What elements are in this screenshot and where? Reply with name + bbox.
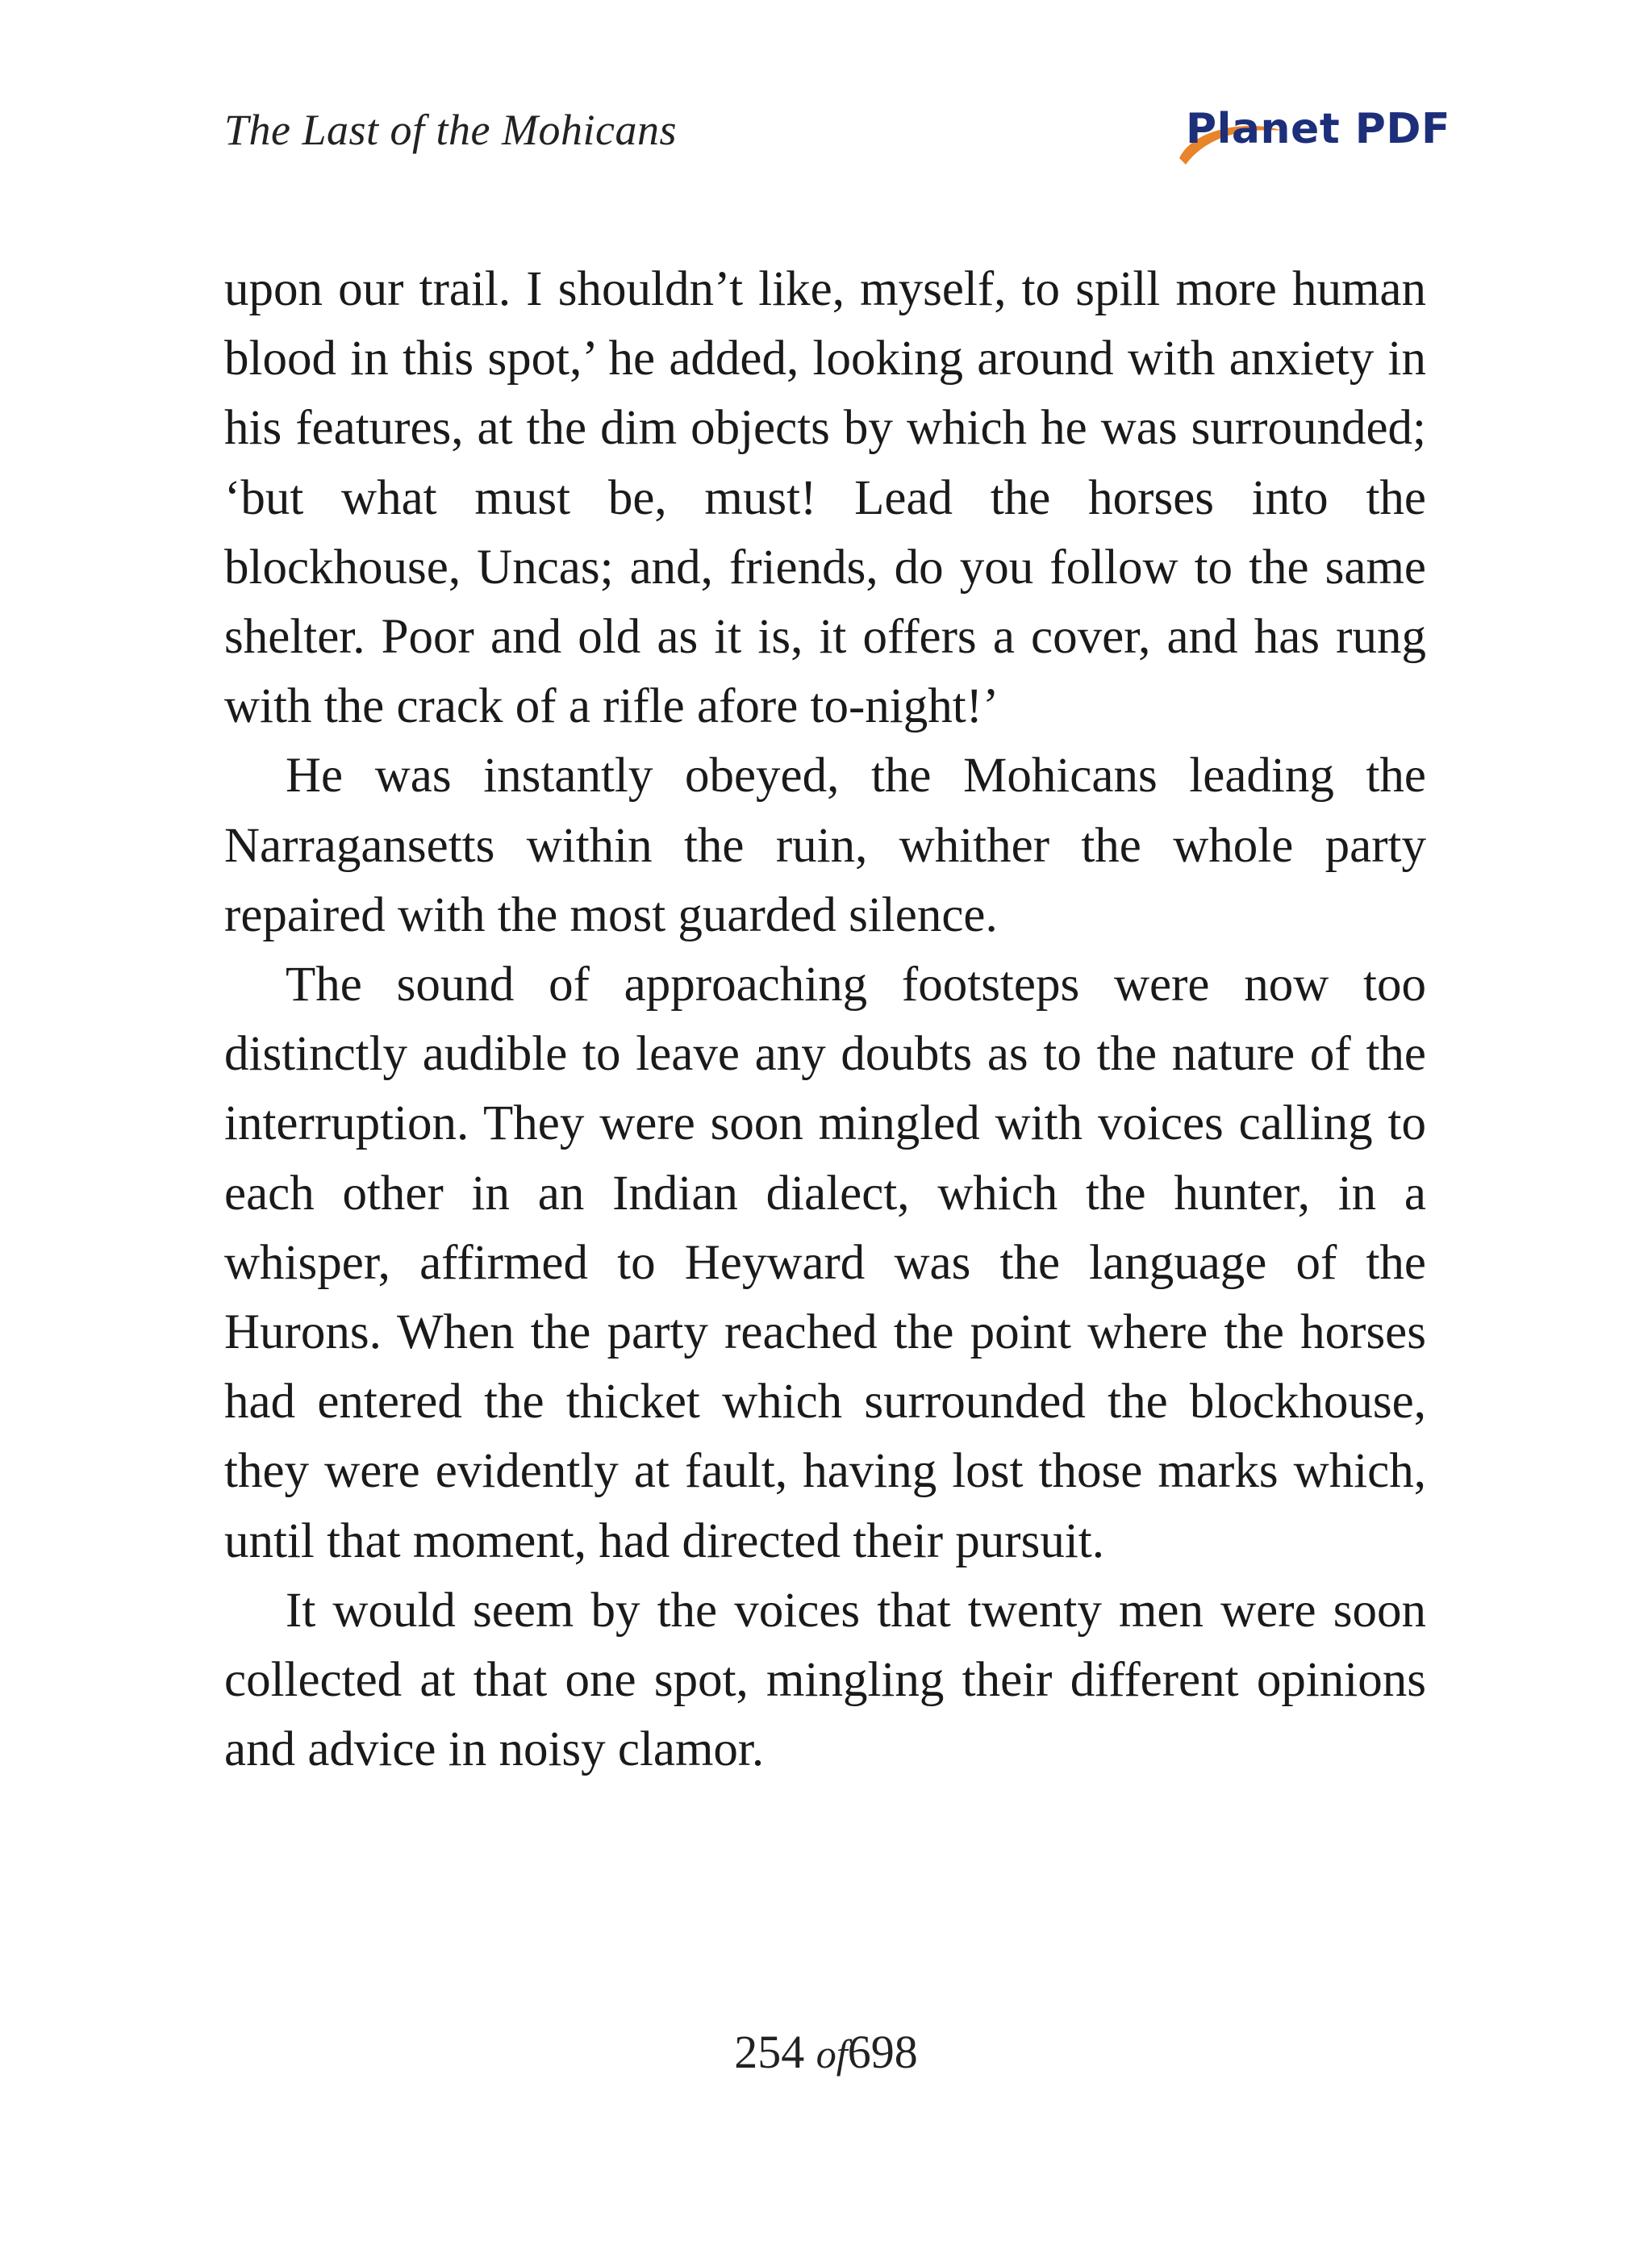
page-total: 698 — [847, 2026, 918, 2078]
page-current: 254 — [734, 2026, 805, 2078]
page-of: of — [816, 2031, 848, 2077]
paragraph-2: He was instantly obeyed, the Mohicans leading the Narragansetts within the ruin, whither the whole party repaired with the most guarded silence. — [224, 749, 1426, 942]
paragraph-4: It would seem by the voices that twenty men were soon collected at that one spot, mingling their different opinions and advice in noisy clamor. — [224, 1583, 1426, 1777]
page-number — [0, 2025, 1652, 2079]
planet-pdf-logo — [1162, 95, 1451, 176]
paragraph-1: upon our trail. I shouldn’t like, myself, to spill more human blood in this spot,’ he added, looking around with anxiety in his features, at the dim objects by which he was surrounded; ‘but what must be, must! Lead the horses into the blockhouse, Uncas; and, friends, do you follow to the same shelter. Poor and old as it is, it offers a cover, and has rung with the crack of a rifle afore to-night!’ — [224, 262, 1426, 734]
body-text — [224, 255, 1426, 1784]
paragraph-3: The sound of approaching footsteps were now too distinctly audible to leave any doubts as to the nature of the interruption. They were soon mingled with voices calling to each other in an Indian dialect, which the hunter, in a whisper, affirmed to Heyward was the language of the Hurons. When the party reached the point where the horses had entered the thicket which surrounded the blockhouse, they were evidently at fault, having lost those marks which, until that moment, had directed their pursuit. — [224, 958, 1426, 1568]
running-header-title: The Last of the Mohicans — [224, 106, 677, 154]
logo-text: Planet PDF — [1186, 105, 1451, 153]
